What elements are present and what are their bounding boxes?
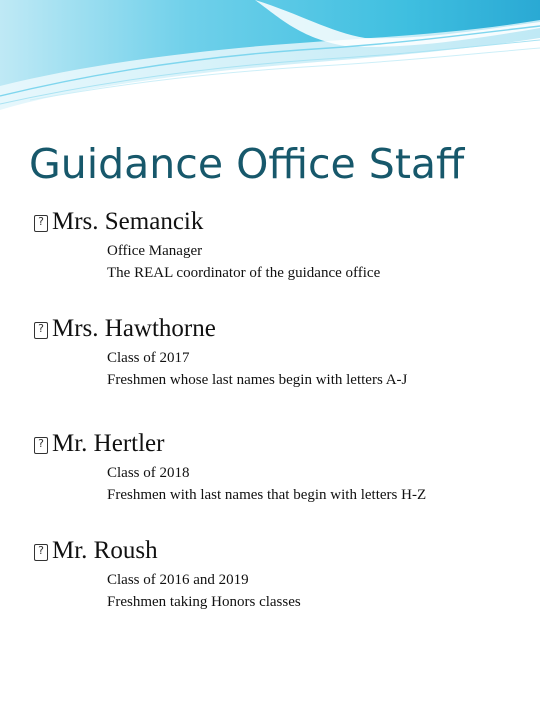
staff-name-line — [34, 533, 534, 569]
staff-detail: Freshmen taking Honors classes — [107, 594, 301, 610]
staff-detail: Class of 2018 — [107, 465, 190, 481]
staff-name: Mrs. Semancik — [52, 208, 204, 235]
staff-list — [34, 204, 534, 645]
staff-name: Mr. Roush — [52, 537, 158, 564]
staff-entry — [34, 311, 534, 426]
staff-entry — [34, 533, 534, 645]
staff-name-line — [34, 426, 534, 462]
staff-detail: The REAL coordinator of the guidance office — [107, 265, 381, 281]
staff-entry — [34, 426, 534, 533]
staff-name: Mrs. Hawthorne — [52, 315, 216, 342]
page-title: Guidance Office Staff — [29, 140, 465, 188]
staff-detail: Freshmen whose last names begin with letters A-J — [107, 372, 408, 388]
header-wave-decoration — [0, 0, 540, 150]
missing-glyph-icon — [34, 215, 48, 232]
staff-detail: Freshmen with last names that begin with letters H-Z — [107, 487, 427, 503]
staff-detail: Class of 2017 — [107, 350, 190, 366]
missing-glyph-icon — [34, 437, 48, 454]
staff-detail: Class of 2016 and 2019 — [107, 572, 249, 588]
staff-entry — [34, 204, 534, 311]
staff-name-line — [34, 311, 534, 347]
staff-name: Mr. Hertler — [52, 430, 165, 457]
missing-glyph-icon — [34, 322, 48, 339]
staff-name-line — [34, 204, 534, 240]
missing-glyph-icon — [34, 544, 48, 561]
staff-detail: Office Manager — [107, 243, 203, 259]
